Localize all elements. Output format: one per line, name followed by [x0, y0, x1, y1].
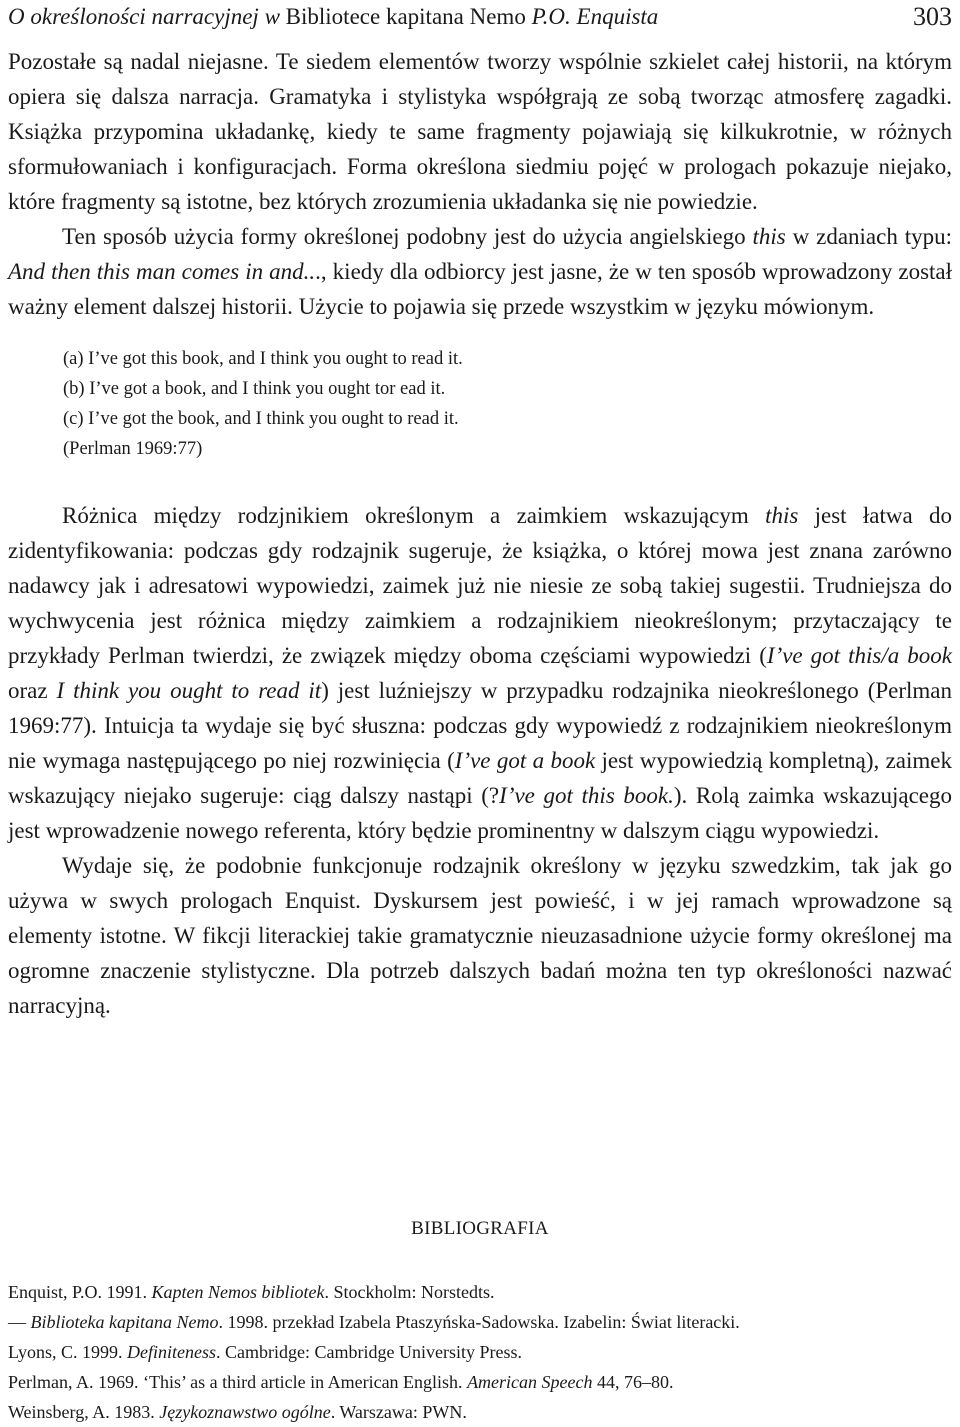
paragraph-4: Wydaje się, że podobnie funkcjonuje rodzajnik określony w języku szwedzkim, tak jak go używa w swych prologach Enquist. Dyskursem jest powieść, i w jej ramach wprowadzone są elementy istotne. W fikcji literackiej takie gramatycznie nieuzasadnione użycie formy określonej ma ogromne znaczenie stylistyczne. Dla potrzeb dalszych badań można ten typ określoności nazwać narracyjną. [8, 853, 952, 1018]
body-text [8, 44, 952, 1023]
example-a: (a) I’ve got this book, and I think you ought to read it. [63, 349, 463, 369]
running-title: O określoności narracyjnej w Bibliotece kapitana Nemo P.O. Enquista [8, 4, 659, 29]
bibliography-entry: Enquist, P.O. 1991. Kapten Nemos bibliotek. Stockholm: Norstedts. [8, 1282, 495, 1302]
bibliography-heading: BIBLIOGRAFIA [411, 1218, 549, 1239]
example-c: (c) I’ve got the book, and I think you ought to read it. [63, 409, 459, 429]
paragraph-1: Pozostałe są nadal niejasne. Te siedem elementów tworzy wspólnie szkielet całej historii, na którym opiera się dalsza narracja. Gramatyka i stylistyka współgrają ze sobą tworząc atmosferę zagadki. Książka przypomina układankę, kiedy te same fragmenty pojawiają się kilkukrotnie, w różnych sformułowaniach i konfiguracjach. Forma określona siedmiu pojęć w prologach pokazuje niejako, które fragmenty są istotne, bez których zrozumienia układanka się nie powiedzie. [8, 49, 952, 214]
example-b: (b) I’ve got a book, and I think you ought tor ead it. [63, 379, 446, 399]
bibliography-entry: — Biblioteka kapitana Nemo. 1998. przekład Izabela Ptaszyńska-Sadowska. Izabelin: Świat literacki. [8, 1312, 740, 1332]
page-header [8, 2, 952, 32]
bibliography-entry: Perlman, A. 1969. ‘This’ as a third article in American English. American Speech 44, 76–80. [8, 1372, 674, 1392]
example-source: (Perlman 1969:77) [63, 439, 203, 459]
paragraph-3: Różnica między rodzjnikiem określonym a zaimkiem wskazującym this jest łatwa do zidentyfikowania: podczas gdy rodzajnik sugeruje, że książka, o której mowa jest znana zarówno nadawcy jak i adresatowi wypowiedzi, zaimek już nie niesie ze sobą takiej sugestii. Trudniejsza do wychwycenia jest różnica między zaimkiem a rodzajnikiem nieokreślonym; przytaczający te przykłady Perlman twierdzi, że związek między oboma częściami wypowiedzi (I’ve got this/a book oraz I think you ought to read it) jest luźniejszy w przypadku rodzajnika nieokreślonego (Perlman 1969:77). Intuicja ta wydaje się być słuszna: podczas gdy wypowiedź z rodzajnikiem nieokreślonym nie wymaga następującego po niej rozwinięcia (I’ve got a book jest wypowiedzią kompletną), zaimek wskazujący niejako sugeruje: ciąg dalszy nastąpi (?I’ve got this book.). Rolą zaimka wskazującego jest wprowadzenie nowego referenta, który będzie prominentny w dalszym ciągu wypowiedzi. [8, 503, 953, 843]
paragraph-2: Ten sposób użycia formy określonej podobny jest do użycia angielskiego this w zdaniach typu: And then this man comes in and..., kiedy dla odbiorcy jest jasne, że w ten sposób wprowadzony został ważny element dalszej historii. Użycie to pojawia się przede wszystkim w języku mówionym. [8, 224, 953, 319]
bibliography-entry: Lyons, C. 1999. Definiteness. Cambridge: Cambridge University Press. [8, 1342, 522, 1362]
page-number: 303 [913, 2, 952, 31]
bibliography-list [8, 1277, 952, 1427]
bibliography-entry: Weinsberg, A. 1983. Językoznawstwo ogólne. Warszawa: PWN. [8, 1402, 467, 1422]
example-list [63, 344, 952, 464]
